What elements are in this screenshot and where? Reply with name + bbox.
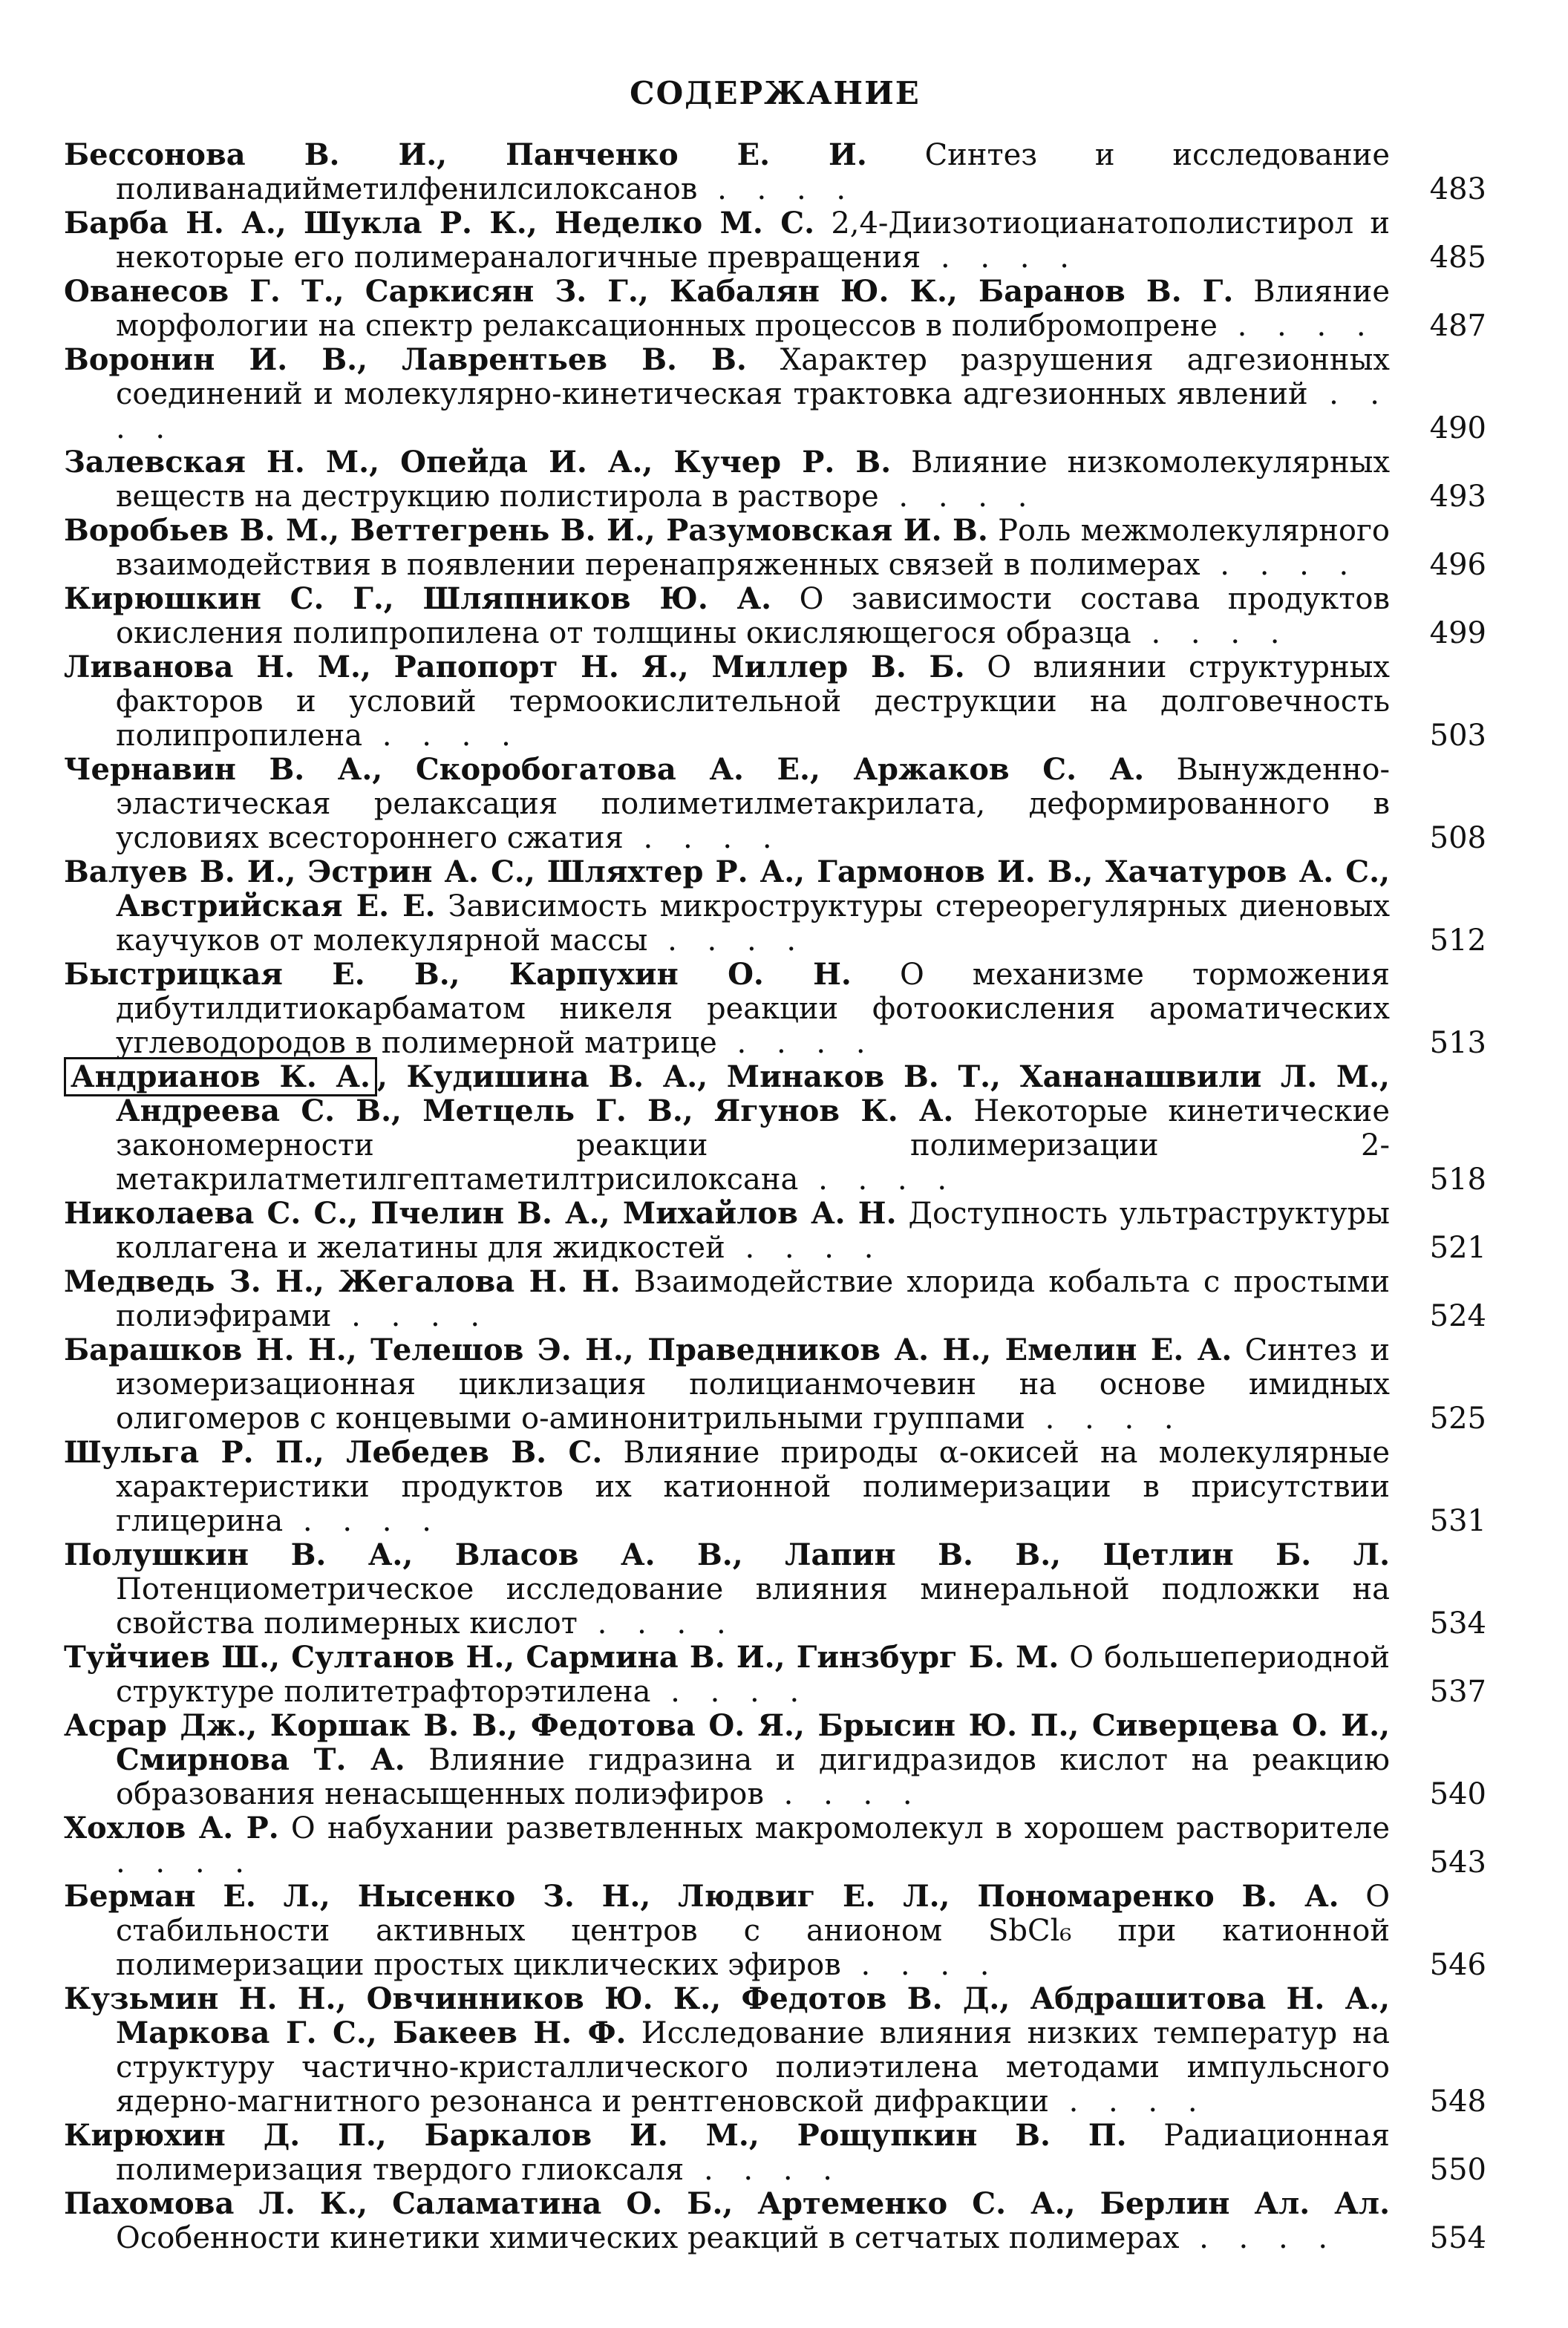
toc-entry bbox=[64, 1436, 1486, 1538]
toc-entry-text bbox=[64, 1880, 1390, 1982]
dot-leader: . . . . bbox=[921, 241, 1079, 275]
toc-entry-title: Влияние природы α-окисей на молекулярные характеристики продуктов их катионной полимеризации в присутствии глицерина bbox=[116, 1436, 1390, 1538]
toc-entry-title: Взаимодействие хлорида кобальта с простыми полиэфирами bbox=[116, 1265, 1391, 1333]
toc-entry bbox=[64, 958, 1486, 1060]
toc-entry-title: О набухании разветвленных макромолекул в хорошем растворителе bbox=[290, 1811, 1390, 1845]
toc-entry bbox=[64, 1060, 1486, 1197]
dot-leader: . . . . bbox=[116, 1845, 255, 1880]
toc-entry-title: Потенциометрическое исследование влияния минеральной подложки на свойства полимерных кислот bbox=[116, 1572, 1390, 1641]
toc-entry-authors-deceased: Андрианов К. А. bbox=[64, 1057, 377, 1096]
toc-entry-page: 534 bbox=[1429, 1606, 1486, 1641]
toc-entry bbox=[64, 1265, 1486, 1333]
dot-leader: . . . . bbox=[1131, 616, 1290, 650]
toc-entry-text bbox=[64, 582, 1390, 650]
toc-entry bbox=[64, 275, 1486, 343]
toc-entry-text bbox=[64, 206, 1390, 275]
toc-entry bbox=[64, 1982, 1486, 2119]
dot-leader: . . . . bbox=[763, 1777, 923, 1811]
toc-entry-authors: Пахомова Л. К., Саламатина О. Б., Артеменко С. А., Берлин Ал. Ал. bbox=[64, 2186, 1390, 2221]
dot-leader: . . . . bbox=[1200, 548, 1359, 582]
dot-leader: . . . . bbox=[716, 1026, 876, 1060]
toc-entry-page: 550 bbox=[1429, 2153, 1486, 2187]
toc-entry-text bbox=[64, 138, 1390, 206]
toc-entry-title: О большепериодной структуре политетрафторэтилена bbox=[116, 1641, 1390, 1709]
toc-entry-authors: Барба Н. А., Шукла Р. К., Неделко М. С. bbox=[64, 206, 815, 241]
toc-entry-page: 513 bbox=[1429, 1026, 1486, 1060]
toc-entry bbox=[64, 2119, 1486, 2187]
toc-entry-text bbox=[64, 753, 1390, 855]
toc-entry-page: 543 bbox=[1429, 1845, 1486, 1880]
dot-leader: . . . . bbox=[1025, 1402, 1184, 1436]
toc-entry-authors: Залевская Н. М., Опейда И. А., Кучер Р. В. bbox=[64, 445, 892, 480]
toc-entry-text bbox=[64, 1538, 1390, 1641]
toc-entry-authors: Шульга Р. П., Лебедев В. С. bbox=[64, 1435, 603, 1470]
dot-leader: . . . . bbox=[840, 1948, 1000, 1982]
toc-entry-title: Радиационная полимеризация твердого глиоксаля bbox=[116, 2119, 1390, 2187]
toc-entry-text bbox=[64, 1333, 1390, 1436]
toc-entry bbox=[64, 1709, 1486, 1811]
toc-list bbox=[64, 138, 1486, 2255]
toc-entry-text bbox=[64, 650, 1390, 753]
toc-entry-title: Синтез и изомеризационная циклизация полицианмочевин на основе имидных олигомеров с концевыми о-аминонитрильными группами bbox=[116, 1333, 1391, 1436]
toc-entry-title: Некоторые кинетические закономерности реакции полимеризации 2-метакрилатметилгептаметилтрисилоксана bbox=[116, 1094, 1391, 1197]
toc-entry-page: 524 bbox=[1429, 1299, 1486, 1333]
toc-entry bbox=[64, 753, 1486, 855]
toc-entry-page: 499 bbox=[1429, 616, 1486, 650]
toc-entry bbox=[64, 582, 1486, 650]
dot-leader: . . . . bbox=[725, 1231, 884, 1265]
toc-entry-authors: Кирюшкин С. Г., Шляпников Ю. А. bbox=[64, 581, 772, 616]
toc-entry-title: О влиянии структурных факторов и условий термоокислительной деструкции на долговечность полипропилена bbox=[116, 650, 1390, 753]
toc-entry-page: 521 bbox=[1429, 1231, 1486, 1265]
toc-entry-text bbox=[64, 2187, 1390, 2255]
toc-entry bbox=[64, 2187, 1486, 2255]
toc-entry bbox=[64, 445, 1486, 514]
toc-entry-authors: Николаева С. С., Пчелин В. А., Михайлов А. Н. bbox=[64, 1196, 897, 1231]
toc-entry-authors: Воробьев В. М., Веттегрень В. И., Разумовская И. В. bbox=[64, 513, 988, 548]
toc-entry-text bbox=[64, 275, 1390, 343]
toc-entry bbox=[64, 138, 1486, 206]
toc-entry-text bbox=[64, 958, 1390, 1060]
dot-leader: . . . . bbox=[362, 719, 521, 753]
toc-entry bbox=[64, 514, 1486, 582]
dot-leader: . . . . bbox=[116, 377, 1390, 445]
toc-entry-authors: Бессонова В. И., Панченко Е. И. bbox=[64, 137, 867, 172]
toc-entry-authors: Кирюхин Д. П., Баркалов И. М., Рощупкин В. П. bbox=[64, 2118, 1127, 2153]
toc-entry-authors: , Кудишина В. А., Минаков В. Т., Хананашвили Л. М., Андреева С. В., Метцель Г. В., Ягунов К. А. bbox=[116, 1059, 1390, 1128]
dot-leader: . . . . bbox=[623, 821, 783, 855]
toc-entry bbox=[64, 1197, 1486, 1265]
toc-entry-page: 554 bbox=[1429, 2221, 1486, 2255]
toc-entry bbox=[64, 1538, 1486, 1641]
toc-entry-page: 540 bbox=[1429, 1777, 1486, 1811]
toc-entry-authors: Ованесов Г. Т., Саркисян З. Г., Кабалян Ю. К., Баранов В. Г. bbox=[64, 274, 1234, 309]
toc-entry-page: 518 bbox=[1429, 1163, 1486, 1197]
toc-entry-text bbox=[64, 855, 1390, 958]
toc-entry-text bbox=[64, 2119, 1390, 2187]
toc-entry-text bbox=[64, 1436, 1390, 1538]
toc-entry-authors: Воронин И. В., Лаврентьев В. В. bbox=[64, 342, 747, 377]
dot-leader: . . . . bbox=[331, 1299, 491, 1333]
toc-entry-authors: Ливанова Н. М., Рапопорт Н. Я., Миллер В. Б. bbox=[64, 650, 965, 684]
toc-entry-title: Особенности кинетики химических реакций в сетчатых полимерах bbox=[116, 2221, 1180, 2255]
page-title: СОДЕРЖАНИЕ bbox=[630, 75, 921, 111]
toc-entry-text bbox=[64, 1709, 1390, 1811]
toc-entry-text bbox=[64, 1811, 1390, 1880]
toc-entry-page: 487 bbox=[1429, 309, 1486, 343]
dot-leader: . . . . bbox=[1048, 2085, 1208, 2119]
toc-entry-title: Влияние морфологии на спектр релаксационных процессов в полибромопрене bbox=[116, 275, 1390, 343]
toc-entry-authors: Медведь З. Н., Жегалова Н. Н. bbox=[64, 1264, 621, 1299]
toc-entry bbox=[64, 1641, 1486, 1709]
dot-leader: . . . . bbox=[878, 480, 1038, 514]
toc-entry-title: Характер разрушения адгезионных соединений и молекулярно-кинетическая трактовка адгезионных явлений bbox=[116, 343, 1390, 411]
toc-entry-text bbox=[64, 1982, 1390, 2119]
toc-entry bbox=[64, 650, 1486, 753]
toc-entry-page: 525 bbox=[1429, 1402, 1486, 1436]
dot-leader: . . . . bbox=[798, 1163, 958, 1197]
toc-entry-text bbox=[64, 343, 1390, 445]
toc-entry-page: 493 bbox=[1429, 480, 1486, 514]
toc-entry-text bbox=[64, 1641, 1390, 1709]
toc-entry-authors: Кузьмин Н. Н., Овчинников Ю. К., Федотов В. Д., Абдрашитова Н. А., Маркова Г. С., Бакеев Н. Ф. bbox=[64, 1981, 1390, 2050]
toc-entry-title: Влияние гидразина и дигидразидов кислот на реакцию образования ненасыщенных полиэфиров bbox=[116, 1743, 1391, 1811]
toc-entry bbox=[64, 1811, 1486, 1880]
toc-entry-authors: Быстрицкая Е. В., Карпухин О. Н. bbox=[64, 957, 852, 992]
toc-entry-authors: Туйчиев Ш., Султанов Н., Сармина В. И., Гинзбург Б. М. bbox=[64, 1640, 1059, 1675]
toc-entry-page: 485 bbox=[1429, 241, 1486, 275]
toc-entry-title: Роль межмолекулярного взаимодействия в появлении перенапряженных связей в полимерах bbox=[116, 514, 1390, 582]
toc-entry-page: 548 bbox=[1429, 2085, 1486, 2119]
toc-entry-text bbox=[64, 1197, 1390, 1265]
toc-entry-page: 537 bbox=[1429, 1675, 1486, 1709]
toc-entry-page: 531 bbox=[1429, 1504, 1486, 1538]
toc-entry-page: 490 bbox=[1429, 411, 1486, 445]
toc-entry-authors: Берман Е. Л., Нысенко З. Н., Людвиг Е. Л., Пономаренко В. А. bbox=[64, 1879, 1339, 1914]
dot-leader: . . . . bbox=[684, 2153, 843, 2187]
toc-entry-page: 483 bbox=[1429, 172, 1486, 206]
toc-entry-text bbox=[64, 514, 1390, 582]
dot-leader: . . . . bbox=[647, 923, 807, 958]
toc-entry-title: Доступность ультраструктуры коллагена и желатины для жидкостей bbox=[116, 1197, 1390, 1265]
toc-entry-text bbox=[64, 1060, 1390, 1197]
toc-entry bbox=[64, 206, 1486, 275]
toc-entry-authors: Чернавин В. А., Скоробогатова А. Е., Аржаков С. А. bbox=[64, 752, 1145, 787]
toc-entry-page: 503 bbox=[1429, 719, 1486, 753]
toc-entry-title: Исследование влияния низких температур на структуру частично-кристаллического полиэтилена методами импульсного ядерно-магнитного резонанса и рентгеновской дифракции bbox=[116, 2016, 1390, 2119]
toc-entry-page: 496 bbox=[1429, 548, 1486, 582]
dot-leader: . . . . bbox=[577, 1606, 736, 1641]
toc-entry-authors: Полушкин В. А., Власов А. В., Лапин В. В., Цетлин Б. Л. bbox=[64, 1537, 1390, 1572]
toc-entry-text bbox=[64, 1265, 1390, 1333]
toc-entry bbox=[64, 343, 1486, 445]
toc-entry-text bbox=[64, 445, 1390, 514]
toc-entry-authors: Асрар Дж., Коршак В. В., Федотова О. Я., Брысин Ю. П., Сиверцева О. И., Смирнова Т. А. bbox=[64, 1708, 1390, 1777]
toc-entry-page: 512 bbox=[1429, 923, 1486, 958]
dot-leader: . . . . bbox=[697, 172, 857, 206]
toc-entry-page: 508 bbox=[1429, 821, 1486, 855]
toc-entry-title: О механизме торможения дибутилдитиокарбаматом никеля реакции фотоокисления ароматических углеводородов в полимерной матрице bbox=[116, 958, 1391, 1060]
toc-entry bbox=[64, 1880, 1486, 1982]
toc-entry-authors: Хохлов А. Р. bbox=[64, 1811, 279, 1845]
toc-entry-authors: Валуев В. И., Эстрин А. С., Шляхтер Р. А., Гармонов И. В., Хачатуров А. С., Австрийская Е. Е. bbox=[64, 854, 1390, 923]
toc-entry-title: Зависимость микроструктуры стереорегулярных диеновых каучуков от молекулярной массы bbox=[116, 889, 1390, 958]
toc-entry-authors: Барашков Н. Н., Телешов Э. Н., Праведников А. Н., Емелин Е. А. bbox=[64, 1333, 1232, 1367]
toc-entry-title: Синтез и исследование поливанадийметилфенилсилоксанов bbox=[116, 138, 1390, 206]
toc-entry-title: О зависимости состава продуктов окисления полипропилена от толщины окисляющегося образца bbox=[116, 582, 1390, 650]
toc-entry-page: 546 bbox=[1429, 1948, 1486, 1982]
dot-leader: . . . . bbox=[1217, 309, 1376, 343]
toc-entry-title: О стабильности активных центров с анионом SbCl₆ при катионной полимеризации простых циклических эфиров bbox=[116, 1880, 1391, 1982]
dot-leader: . . . . bbox=[1179, 2221, 1339, 2255]
dot-leader: . . . . bbox=[283, 1504, 442, 1538]
toc-entry-title: 2,4-Диизотиоцианатополистирол и некоторые его полимераналогичные превращения bbox=[116, 206, 1390, 275]
dot-leader: . . . . bbox=[650, 1675, 810, 1709]
toc-entry-title: Вынужденно-эластическая релаксация полиметилметакрилата, деформированного в условиях всестороннего сжатия bbox=[116, 753, 1390, 855]
toc-entry bbox=[64, 855, 1486, 958]
toc-entry bbox=[64, 1333, 1486, 1436]
toc-entry-title: Влияние низкомолекулярных веществ на деструкцию полистирола в растворе bbox=[116, 445, 1390, 514]
